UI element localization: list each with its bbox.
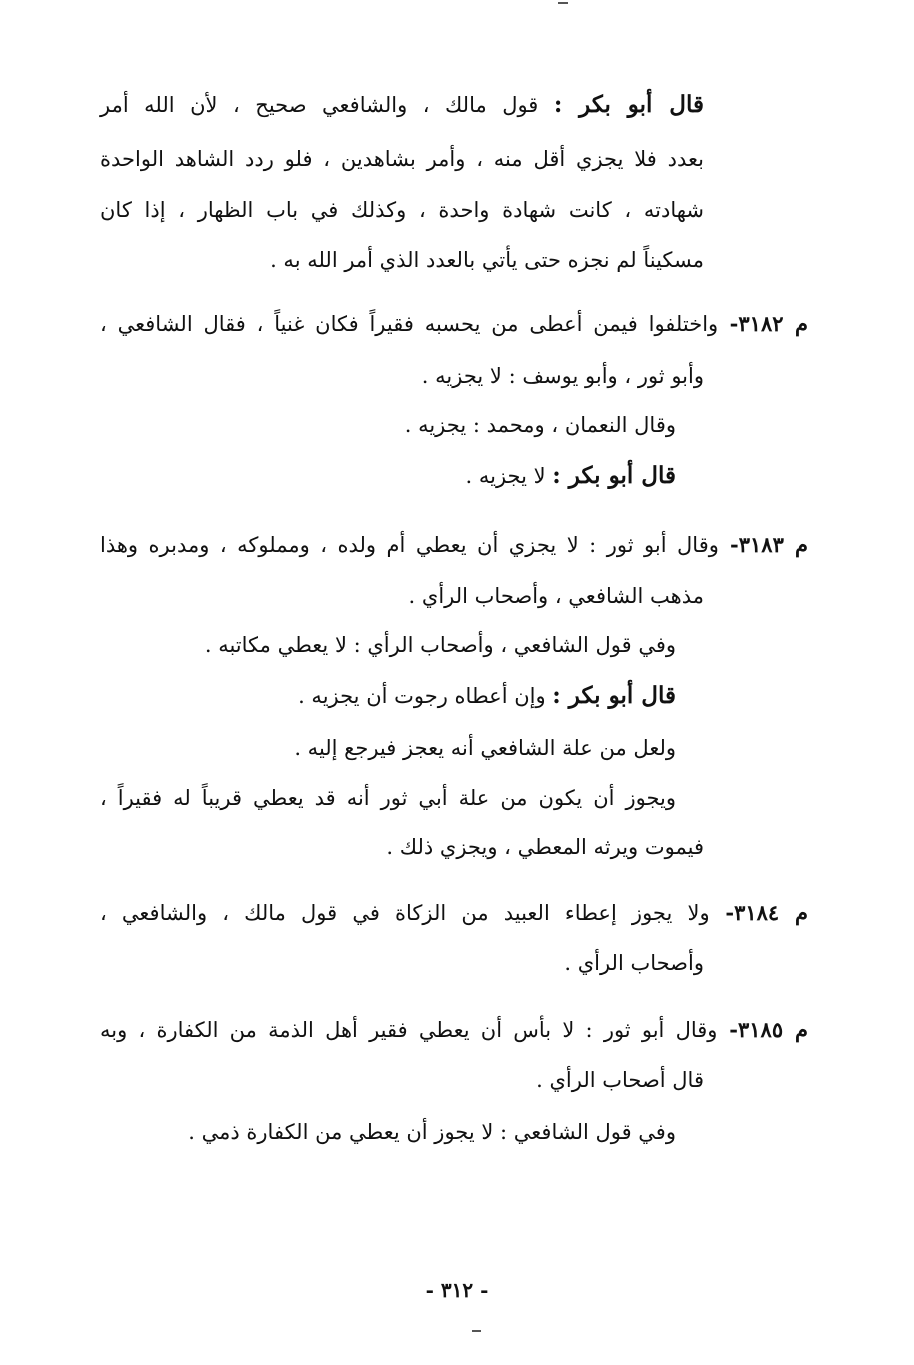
entry-number: م ٣١٨٢-	[718, 311, 808, 336]
line-text: مسكيناً لم نجزه حتى يأتي بالعدد الذي أمر الله به .	[270, 248, 704, 272]
text-line	[422, 360, 704, 392]
line-text: بعدد فلا يجزي أقل منه ، وأمر بشاهدين ، فلو ردد الشاهد الواحدة	[100, 147, 704, 171]
entry-line-3182	[100, 308, 808, 340]
entry-line-3185	[100, 1014, 808, 1046]
line-text: ولعل من علة الشافعي أنه يعجز فيرجع إليه .	[294, 736, 676, 760]
text-line	[100, 194, 704, 226]
line-text: وقال النعمان ، ومحمد : يجزيه .	[404, 413, 676, 437]
line-text: وفي قول الشافعي ، وأصحاب الرأي : لا يعطي مكاتبه .	[204, 633, 676, 657]
scan-mark	[472, 1330, 481, 1332]
line-text: وفي قول الشافعي : لا يجوز أن يعطي من الكفارة ذمي .	[188, 1120, 676, 1144]
line-text: فيموت ويرثه المعطي ، ويجزي ذلك .	[386, 835, 704, 859]
entry-number: م ٣١٨٤-	[709, 900, 808, 925]
entry-line-3184	[100, 897, 808, 929]
text-line	[405, 409, 676, 441]
text-line	[100, 143, 704, 175]
text-line	[409, 580, 704, 612]
line-text: ويجوز أن يكون من علة أبي ثور أنه قد يعطي قريباً له فقيراً ،	[100, 786, 676, 810]
text-line	[188, 1116, 676, 1148]
speaker-label: قال أبو بكر :	[553, 91, 704, 118]
line-text: قول مالك ، والشافعي صحيح ، لأن الله أمر	[100, 93, 554, 117]
text-line	[270, 244, 704, 276]
line-text: قال أصحاب الرأي .	[536, 1068, 704, 1092]
line-text: شهادته ، كانت شهادة واحدة ، وكذلك في باب الظهار ، إذا كان	[100, 198, 704, 222]
page-number: - ٣١٢ -	[425, 1278, 489, 1302]
text-line	[298, 680, 676, 712]
text-line	[536, 1064, 704, 1096]
line-text: ولا يجوز إعطاء العبيد من الزكاة في قول مالك ، والشافعي ،	[100, 901, 710, 925]
line-text: وإن أعطاه رجوت أن يجزيه .	[298, 684, 553, 708]
line-text: وأصحاب الرأي .	[564, 951, 704, 975]
scan-mark	[558, 2, 568, 4]
line-text: وأبو ثور ، وأبو يوسف : لا يجزيه .	[421, 364, 704, 388]
text-line	[466, 460, 676, 492]
text-line	[386, 831, 704, 863]
line-text: وقال أبو ثور : لا بأس أن يعطي فقير أهل الذمة من الكفارة ، وبه	[100, 1018, 718, 1042]
text-line	[205, 629, 676, 661]
speaker-label: قال أبو بكر :	[552, 462, 676, 489]
text-line	[100, 782, 676, 814]
line-text: لا يجزيه .	[465, 464, 553, 488]
speaker-label: قال أبو بكر :	[552, 682, 676, 709]
entry-line-3183	[100, 529, 808, 561]
text-line	[294, 732, 676, 764]
text-line	[100, 89, 704, 121]
line-text: واختلفوا فيمن أعطى من يحسبه فقيراً فكان غنياً ، فقال الشافعي ،	[100, 312, 719, 336]
entry-number: م ٣١٨٣-	[718, 532, 808, 557]
entry-number: م ٣١٨٥-	[717, 1017, 808, 1042]
line-text: وقال أبو ثور : لا يجزي أن يعطي أم ولده ، ومملوكه ، ومدبره وهذا	[100, 533, 719, 557]
text-line	[564, 947, 704, 979]
line-text: مذهب الشافعي ، وأصحاب الرأي .	[408, 584, 704, 608]
